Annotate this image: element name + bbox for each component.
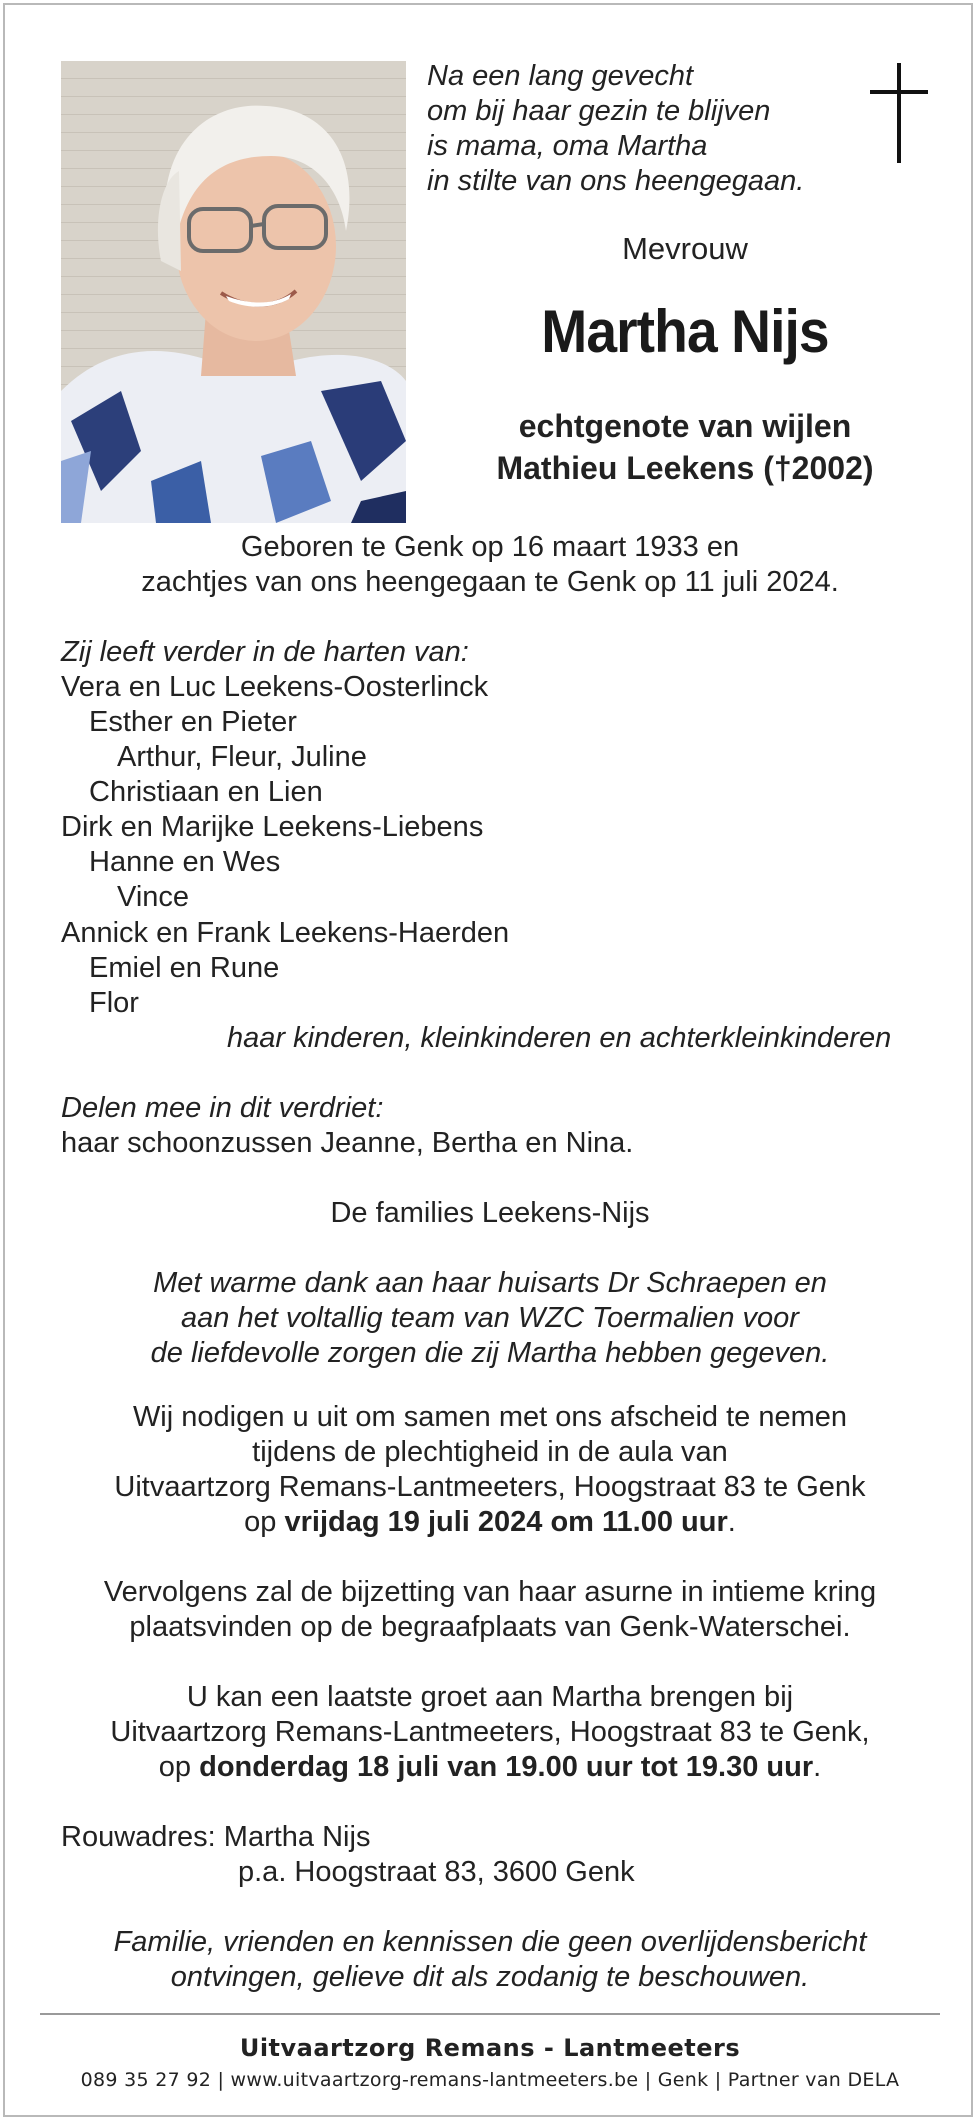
funeral-home-contact: 089 35 27 92 | www.uitvaartzorg-remans-lantmeeters.be | Genk | Partner van DELA	[80, 2069, 900, 2091]
thanks-block	[5, 1266, 975, 1371]
spouse-line: Mathieu Leekens (†2002)	[496, 450, 874, 486]
mourning-address-line: p.a. Hoogstraat 83, 3600 Genk	[238, 1856, 635, 1888]
family-member: Hanne en Wes	[89, 846, 281, 878]
share-text: haar schoonzussen Jeanne, Bertha en Nina.	[61, 1127, 634, 1159]
invite-line: tijdens de plechtigheid in de aula van	[252, 1436, 728, 1468]
thanks-line: de liefdevolle zorgen die zij Martha hebben gegeven.	[150, 1337, 830, 1369]
family-intro: Zij leeft verder in de harten van:	[61, 636, 469, 668]
ceremony-invite	[5, 1400, 975, 1540]
share-intro: Delen mee in dit verdriet:	[61, 1092, 384, 1124]
deceased-name: Martha Nijs	[541, 298, 829, 365]
invite-line: Uitvaartzorg Remans-Lantmeeters, Hoogstraat 83 te Genk	[114, 1471, 866, 1503]
family-member: Annick en Frank Leekens-Haerden	[61, 917, 510, 949]
poem	[427, 59, 867, 199]
visitation-info	[5, 1680, 975, 1785]
portrait-illustration	[61, 61, 406, 523]
poem-line: om bij haar gezin te blijven	[427, 95, 771, 127]
family-member: Emiel en Rune	[89, 952, 280, 984]
family-member: Vince	[117, 881, 190, 913]
visit-date-suffix: .	[813, 1751, 822, 1783]
invite-line: Wij nodigen u uit om samen met ons afscheid te nemen	[132, 1401, 848, 1433]
birth-info	[5, 530, 975, 600]
family-caption: haar kinderen, kleinkinderen en achterkleinkinderen	[227, 1022, 892, 1054]
birth-line: Geboren te Genk op 16 maart 1933 en	[240, 531, 740, 563]
burial-info	[5, 1575, 975, 1645]
ceremony-date: vrijdag 19 juli 2024 om 11.00 uur	[284, 1506, 728, 1538]
invite-date-line	[5, 1505, 975, 1540]
funeral-home-name: Uitvaartzorg Remans - Lantmeeters	[239, 2034, 741, 2062]
spouse-line: echtgenote van wijlen	[518, 408, 852, 444]
title-prefix: Mevrouw	[622, 231, 748, 266]
mourning-address-label: Rouwadres: Martha Nijs	[61, 1821, 371, 1853]
burial-line: Vervolgens zal de bijzetting van haar asurne in intieme kring	[103, 1576, 877, 1608]
invite-date-suffix: .	[727, 1506, 736, 1538]
visit-line: Uitvaartzorg Remans-Lantmeeters, Hoogstraat 83 te Genk,	[110, 1716, 870, 1748]
poem-line: Na een lang gevecht	[427, 60, 694, 92]
family-member: Esther en Pieter	[89, 706, 297, 738]
visitation-date: donderdag 18 juli van 19.00 uur tot 19.30 uur	[199, 1751, 814, 1783]
closing-line: ontvingen, gelieve dit als zodanig te beschouwen.	[170, 1961, 810, 1993]
visit-date-prefix: op	[158, 1751, 200, 1783]
thanks-line: Met warme dank aan haar huisarts Dr Schraepen en	[153, 1267, 827, 1299]
poem-line: is mama, oma Martha	[427, 130, 708, 162]
visit-line: U kan een laatste groet aan Martha brengen bij	[186, 1681, 794, 1713]
closing-line: Familie, vrienden en kennissen die geen overlijdensbericht	[113, 1926, 867, 1958]
families-signature: De families Leekens-Nijs	[330, 1197, 650, 1229]
family-member: Dirk en Marijke Leekens-Liebens	[61, 811, 484, 843]
visit-date-line	[5, 1750, 975, 1785]
obituary-card	[3, 3, 973, 2117]
family-member: Flor	[89, 987, 139, 1019]
poem-line: in stilte van ons heengegaan.	[427, 165, 805, 197]
spouse-info	[405, 405, 965, 489]
family-member: Arthur, Fleur, Juline	[117, 741, 367, 773]
invite-date-prefix: op	[244, 1506, 285, 1538]
portrait-photo	[61, 61, 406, 523]
birth-line: zachtjes van ons heengegaan te Genk op 11 juli 2024.	[141, 566, 839, 598]
thanks-line: aan het voltallig team van WZC Toermalien voor	[181, 1302, 799, 1334]
burial-line: plaatsvinden op de begraafplaats van Genk-Waterschei.	[129, 1611, 851, 1643]
footer-divider	[40, 2013, 940, 2015]
family-member: Christiaan en Lien	[89, 776, 323, 808]
cross-icon	[870, 63, 928, 163]
closing-note	[5, 1925, 975, 1995]
family-member: Vera en Luc Leekens-Oosterlinck	[61, 671, 489, 703]
